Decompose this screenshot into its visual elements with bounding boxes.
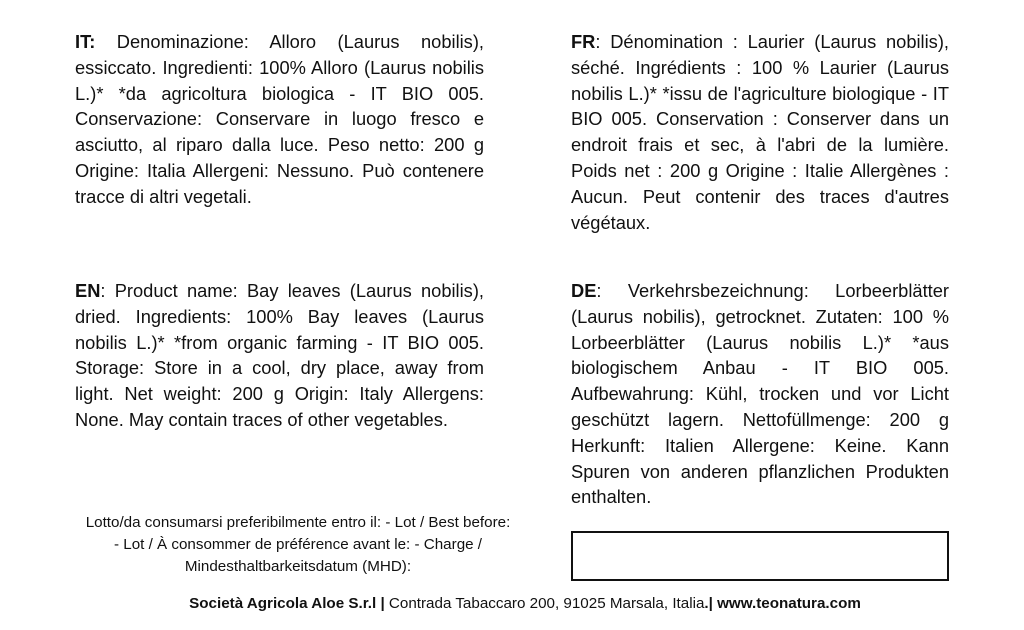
company-website: www.teonatura.com [717, 595, 861, 612]
footer-company-info [0, 594, 1024, 614]
lot-line-3: Mindesthaltbarkeitsdatum (MHD): [184, 558, 412, 575]
english-label-text [75, 278, 484, 433]
german-label-text [571, 278, 949, 510]
footer-separator-2: .| [704, 595, 718, 612]
lot-line-2: - Lot / À consommer de préférence avant le: - Charge / [113, 536, 483, 553]
company-address: Contrada Tabaccaro 200, 91025 Marsala, Italia [388, 595, 705, 612]
language-code-en: EN [75, 280, 101, 301]
french-label-text [571, 29, 949, 235]
language-code-it: IT: [75, 31, 96, 52]
italian-description: Denominazione: Alloro (Laurus nobilis), essiccato. Ingredienti: 100% Alloro (Laurus nobilis L.)* *da agricoltura biologica - IT BIO 005. Conservazione: Conservare in luogo fresco e asciutto, al riparo dalla luce. Peso netto: 200 g Origine: Italia Allergeni: Nessuno. Può contenere tracce di altri vegetali. [75, 31, 484, 207]
language-code-de: DE [571, 280, 597, 301]
lot-date-box [571, 531, 949, 581]
english-description: : Product name: Bay leaves (Laurus nobilis), dried. Ingredients: 100% Bay leaves (Laurus nobilis L.)* *from organic farming - IT BIO 005. Storage: Store in a cool, dry place, away from light. Net weight: 200 g Origin: Italy Allergens: None. May contain traces of other vegetables. [75, 280, 484, 430]
german-description: : Verkehrsbezeichnung: Lorbeerblätter (Laurus nobilis), getrocknet. Zutaten: 100 % Lorbeerblätter (Laurus nobilis L.)* *aus biologischem Anbau - IT BIO 005. Aufbewahrung: Kühl, trocken und vor Licht geschützt lagern. Nettofüllmenge: 200 g Herkunft: Italien Allergene: Keine. Kann Spuren von anderen pflanzlichen Produkten enthalten. [571, 280, 949, 508]
lot-line-1: Lotto/da consumarsi preferibilmente entro il: - Lot / Best before: [85, 514, 511, 531]
french-description: : Dénomination : Laurier (Laurus nobilis), séché. Ingrédients : 100 % Laurier (Laurus nobilis L.)* *issu de l'agriculture biologique - IT BIO 005. Conservation : Conserver dans un endroit frais et sec, à l'abri de la lumière. Poids net : 200 g Origine : Italie Allergènes : Aucun. Peut contenir des traces d'autres végétaux. [571, 31, 949, 233]
language-code-fr: FR [571, 31, 596, 52]
company-name: Società Agricola Aloe S.r.l [189, 595, 377, 612]
italian-label-text [75, 29, 484, 210]
lot-best-before-text [58, 512, 538, 578]
footer-separator: | [376, 595, 389, 612]
